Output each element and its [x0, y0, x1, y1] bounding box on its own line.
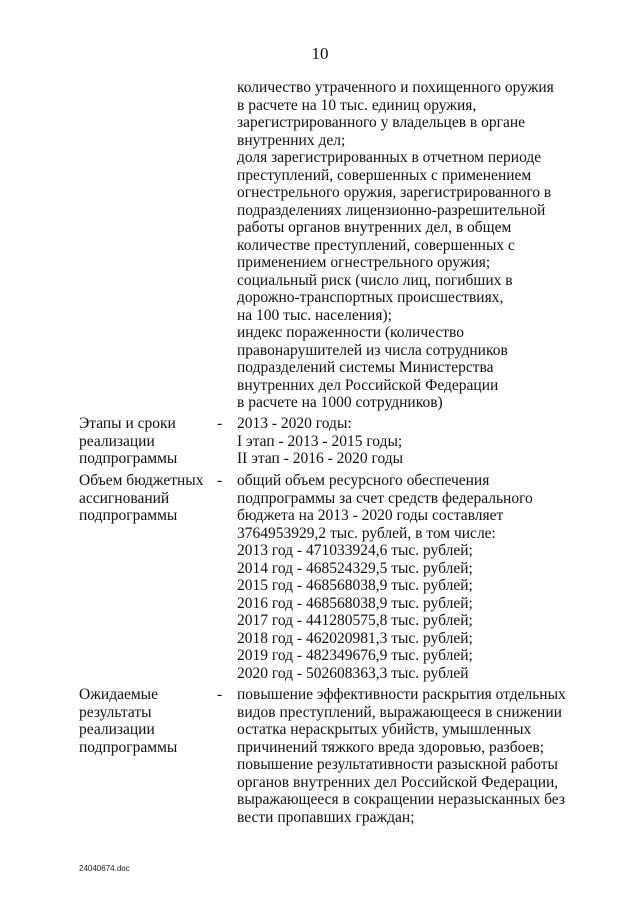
text-line: 2016 год - 468568038,9 тыс. рублей; — [237, 594, 473, 612]
text-line: общий объем ресурсного обеспечения — [237, 472, 490, 489]
row-dash: - — [217, 686, 223, 703]
text-line: доля зарегистрированных в отчетном периоде — [237, 149, 542, 166]
label-line: подпрограммы — [79, 738, 178, 756]
label-line: результаты — [79, 703, 152, 721]
text-line: внутренних дел Российской Федерации — [237, 376, 499, 394]
text-line: 2020 год - 502608363,3 тыс. рублей — [237, 664, 469, 682]
text-line: остатка нераскрытых убийств, умышленных — [237, 721, 532, 738]
text-line: выражающееся в сокращении неразысканных без — [237, 791, 565, 808]
text-line: социальный риск (число лиц, погибших в — [237, 271, 513, 289]
text-line: применением огнестрельного оружия; — [237, 254, 491, 271]
label-line: Этапы и сроки — [79, 415, 176, 432]
text-line: повышение эффективности раскрытия отдельных — [237, 686, 566, 703]
label-line: Объем бюджетных — [79, 472, 204, 489]
text-line: II этап - 2016 - 2020 годы — [237, 450, 404, 467]
text-line: повышение результативности разыскной работы — [237, 756, 558, 773]
text-line: 2018 год - 462020981,3 тыс. рублей; — [237, 629, 473, 647]
text-line: дорожно-транспортных происшествиях, — [237, 289, 504, 306]
text-line: 2013 - 2020 годы: — [237, 415, 352, 432]
text-line: индекс пораженности (количество — [237, 324, 465, 341]
row-label-budget — [79, 472, 209, 525]
text-line: в расчете на 10 тыс. единиц оружия, — [237, 96, 477, 114]
text-line: 2015 год - 468568038,9 тыс. рублей; — [237, 577, 473, 594]
text-line: правонарушителей из числа сотрудников — [237, 341, 508, 359]
label-line: реализации — [79, 432, 155, 450]
page-number: 10 — [311, 44, 329, 63]
row-content-results — [237, 686, 587, 826]
text-line: подпрограммы за счет средств федерального — [237, 489, 533, 507]
label-line: ассигнований — [79, 489, 170, 507]
text-line: 2019 год - 482349676,9 тыс. рублей; — [237, 647, 473, 664]
text-line: вести пропавших граждан; — [237, 808, 415, 826]
text-line: органов внутренних дел Российской Федерации, — [237, 773, 559, 791]
text-line: на 100 тыс. населения); — [237, 306, 392, 324]
text-line: количестве преступлений, совершенных с — [237, 236, 515, 254]
text-line: внутренних дел; — [237, 131, 346, 149]
row-content-budget — [237, 472, 587, 682]
indicators-text — [237, 79, 587, 412]
text-line: зарегистрированного у владельцев в органе — [237, 114, 525, 131]
text-line: 3764953929,2 тыс. рублей, в том числе: — [237, 524, 496, 542]
text-line: видов преступлений, выражающееся в снижении — [237, 703, 562, 721]
label-line: реализации — [79, 721, 155, 738]
text-line: 2013 год - 471033924,6 тыс. рублей; — [237, 542, 473, 559]
label-line: подпрограммы — [79, 450, 178, 467]
row-content-stages — [237, 415, 587, 468]
text-line: 2017 год - 441280575,8 тыс. рублей; — [237, 612, 473, 629]
row-label-stages — [79, 415, 209, 468]
text-line: подразделениях лицензионно-разрешительной — [237, 201, 546, 219]
text-line: огнестрельного оружия, зарегистрированного в — [237, 184, 552, 201]
text-line: работы органов внутренних дел, в общем — [237, 219, 512, 236]
text-line: 2014 год - 468524329,5 тыс. рублей; — [237, 559, 473, 577]
text-line: преступлений, совершенных с применением — [237, 166, 532, 184]
text-line: в расчете на 1000 сотрудников) — [237, 394, 443, 411]
text-line: подразделений системы Министерства — [237, 359, 494, 376]
row-label-results — [79, 686, 209, 756]
document-filename: 24040674.doc — [79, 864, 130, 873]
text-line: причинений тяжкого вреда здоровью, разбоев; — [237, 738, 545, 756]
row-dash: - — [217, 415, 223, 432]
text-line: I этап - 2013 - 2015 годы; — [237, 432, 403, 450]
text-line: бюджета на 2013 - 2020 годы составляет — [237, 507, 504, 524]
row-dash: - — [217, 472, 223, 489]
label-line: Ожидаемые — [79, 686, 158, 703]
label-line: подпрограммы — [79, 507, 178, 524]
text-line: количество утраченного и похищенного оружия — [237, 79, 554, 96]
